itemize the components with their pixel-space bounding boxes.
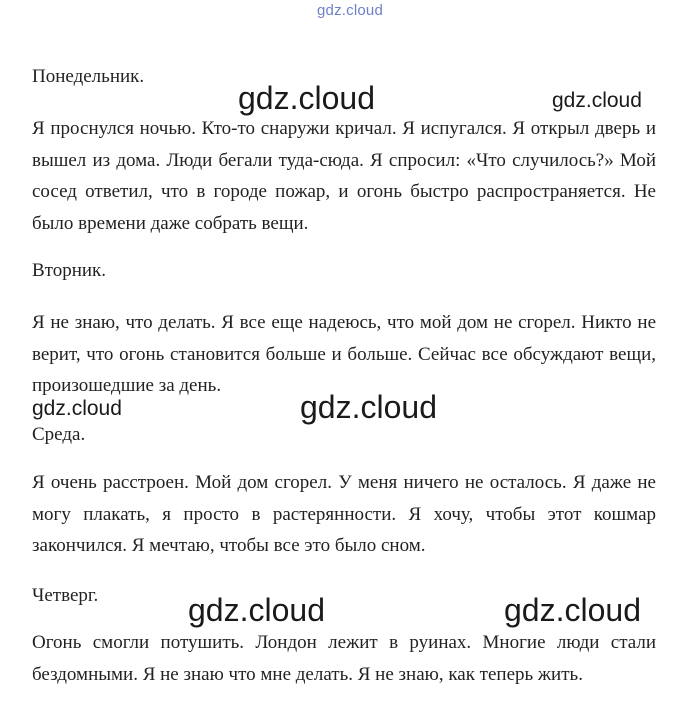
day-heading-wednesday: Среда. (32, 424, 86, 445)
day-heading-monday: Понедельник. (32, 66, 145, 87)
watermark: gdz.cloud (32, 397, 122, 420)
day-entry-tuesday: Я не знаю, что делать. Я все еще надеюсь, что мой дом не сгорел. Никто не верит, что огонь становится больше и больше. Сейчас все обсуждают вещи, произошедшие за день. (32, 312, 656, 396)
day-heading-tuesday: Вторник. (32, 260, 107, 281)
day-heading-thursday: Четверг. (32, 585, 99, 606)
header-watermark: gdz.cloud (316, 2, 383, 19)
day-entry-thursday: Огонь смогли потушить. Лондон лежит в руинах. Многие люди стали бездомными. Я не знаю что мне делать. Я не знаю, как теперь жить. (32, 632, 656, 685)
watermark: gdz.cloud (188, 592, 325, 628)
day-entry-monday: Я проснулся ночью. Кто-то снаружи кричал. Я испугался. Я открыл дверь и вышел из дома. Люди бегали туда-сюда. Я спросил: «Что случилось?» Мой сосед ответил, что в городе пожар, и огонь быстро распространяется. Не было времени даже собрать вещи. (32, 118, 656, 234)
watermark: gdz.cloud (300, 389, 437, 425)
day-entry-wednesday: Я очень расстроен. Мой дом сгорел. У меня ничего не осталось. Я даже не могу плакать, я просто в растерянности. Я хочу, чтобы этот кошмар закончился. Я мечтаю, чтобы все это было сном. (32, 472, 656, 556)
watermark: gdz.cloud (504, 592, 641, 628)
watermark: gdz.cloud (552, 89, 642, 112)
watermark: gdz.cloud (238, 80, 375, 116)
